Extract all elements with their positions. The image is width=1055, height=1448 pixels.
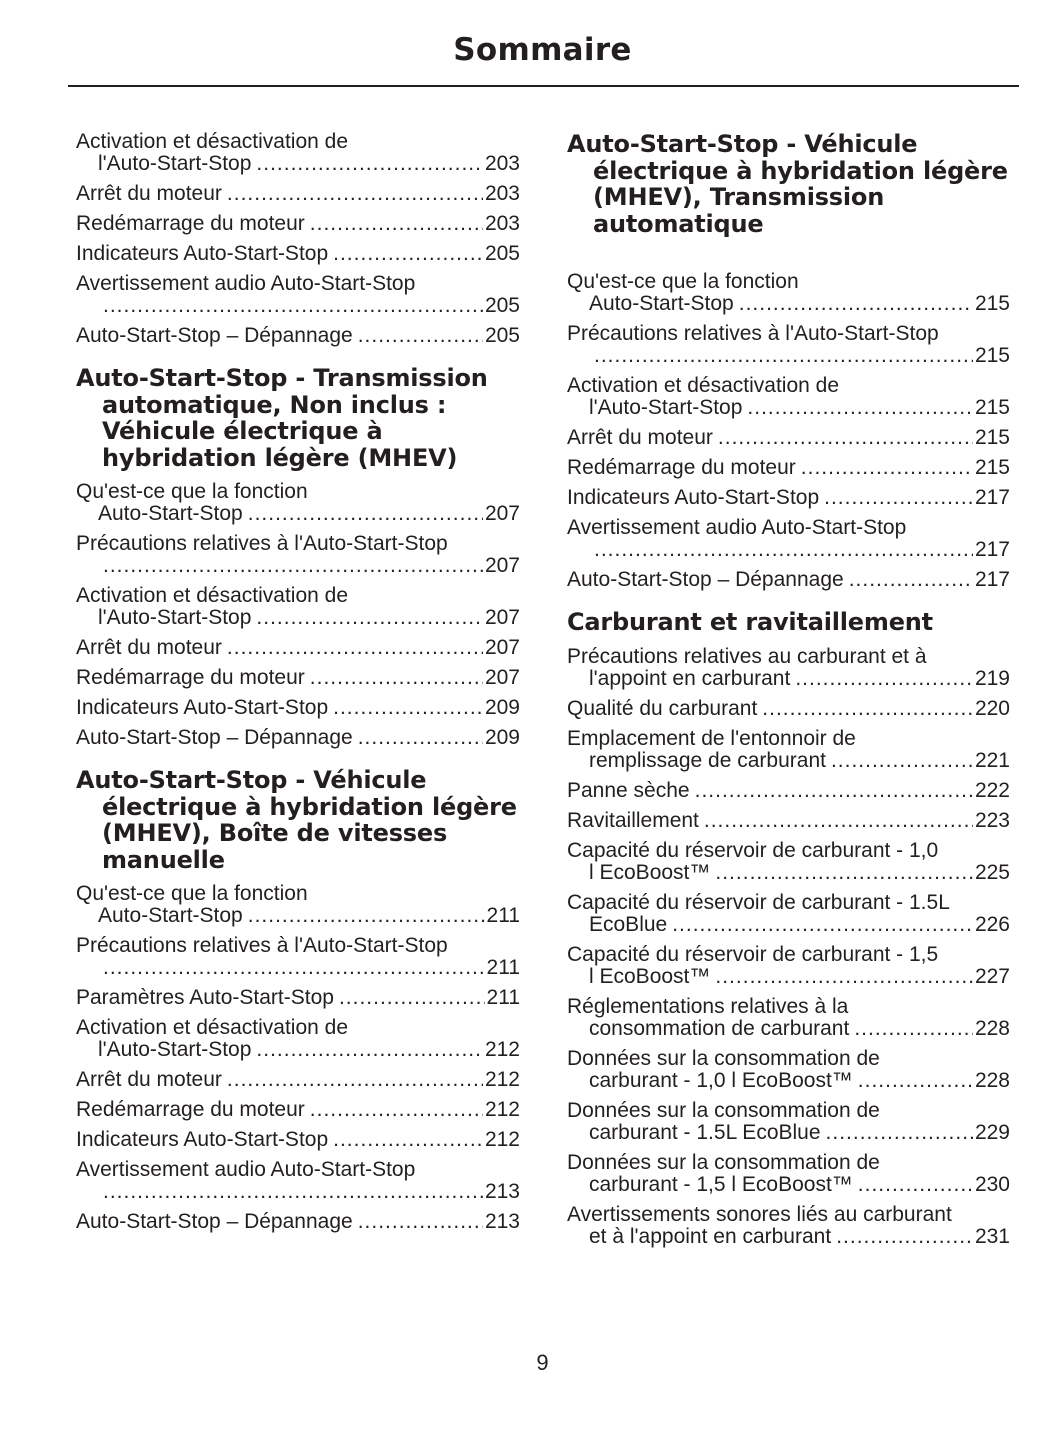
- toc-entry-text: Auto-Start-Stop: [98, 904, 243, 927]
- toc-entry-text: Redémarrage du moteur: [76, 666, 305, 689]
- page-ref: 228: [974, 1016, 1010, 1040]
- toc-entry-line: [76, 905, 520, 927]
- toc-entry-line: [567, 539, 1010, 561]
- page-ref: 213: [484, 1210, 520, 1233]
- dot-leader: [103, 555, 483, 577]
- toc-entry[interactable]: [567, 810, 1010, 832]
- toc-entry-text: Qualité du carburant: [567, 696, 758, 720]
- dot-leader: [739, 293, 973, 315]
- toc-entry[interactable]: [76, 1211, 520, 1233]
- toc-entry-line: [76, 183, 520, 205]
- toc-entry-title: Précautions relatives à l'Auto-Start-Stop: [567, 323, 939, 345]
- toc-group: [567, 646, 1010, 1248]
- toc-group: [76, 131, 520, 347]
- toc-entry[interactable]: [567, 569, 1010, 591]
- toc-entry[interactable]: [76, 1129, 520, 1151]
- toc-entry-title: Avertissement audio Auto-Start-Stop: [76, 1159, 416, 1181]
- toc-entry[interactable]: [567, 271, 1010, 315]
- page-title: Sommaire: [453, 32, 632, 68]
- toc-left-column: [76, 131, 520, 1241]
- dot-leader: [836, 1226, 973, 1248]
- dot-leader: [672, 914, 973, 936]
- toc-entry-line: [76, 697, 520, 719]
- toc-entry-title: Activation et désactivation de: [567, 375, 839, 397]
- toc-entry[interactable]: [76, 727, 520, 749]
- section-heading[interactable]: Auto-Start-Stop - Véhicule électrique à hybridation légère (MHEV), Transmission automatique: [567, 130, 1008, 238]
- page-ref: 227: [974, 964, 1010, 988]
- toc-entry-line: [76, 1039, 520, 1061]
- dot-leader: [858, 1174, 973, 1196]
- toc-entry[interactable]: [76, 1159, 520, 1203]
- dot-leader: [256, 607, 483, 629]
- page-ref: 203: [484, 182, 520, 205]
- toc-entry-title: Activation et désactivation de: [76, 1017, 348, 1039]
- page-ref: 211: [486, 986, 520, 1009]
- toc-entry[interactable]: [567, 840, 1010, 884]
- toc-entry-line: [567, 345, 1010, 367]
- dot-leader: [824, 487, 973, 509]
- dot-leader: [248, 905, 485, 927]
- toc-entry-line: [76, 1181, 520, 1203]
- toc-entry-title: Qu'est-ce que la fonction: [567, 271, 799, 293]
- toc-entry-text: l EcoBoost™: [589, 964, 711, 988]
- dot-leader: [103, 957, 485, 979]
- dot-leader: [594, 345, 973, 367]
- toc-entry-text: Indicateurs Auto-Start-Stop: [76, 242, 329, 265]
- toc-entry-title: Avertissement audio Auto-Start-Stop: [76, 273, 416, 295]
- toc-entry-text: Redémarrage du moteur: [76, 212, 305, 235]
- dot-leader: [256, 1039, 483, 1061]
- toc-entry-title: Capacité du réservoir de carburant - 1,0: [567, 839, 939, 862]
- toc-entry-title: Précautions relatives à l'Auto-Start-Stop: [76, 533, 448, 555]
- dot-leader: [227, 1069, 483, 1091]
- toc-entry-line: [567, 1018, 1010, 1040]
- page-ref: 207: [484, 636, 520, 659]
- page-ref: 212: [484, 1038, 520, 1061]
- toc-entry-line: [567, 427, 1010, 449]
- toc-entry-text: carburant - 1.5L EcoBlue: [589, 1120, 821, 1144]
- page-ref: 205: [484, 324, 520, 347]
- toc-entry-line: [76, 1069, 520, 1091]
- dot-leader: [310, 1099, 483, 1121]
- page-ref: 212: [484, 1128, 520, 1151]
- toc-entry[interactable]: [567, 944, 1010, 988]
- page-ref: 207: [484, 666, 520, 689]
- dot-leader: [801, 457, 973, 479]
- page-ref: 217: [974, 568, 1010, 591]
- page-ref: 226: [974, 912, 1010, 936]
- toc-entry-text: Redémarrage du moteur: [567, 456, 796, 479]
- section-heading[interactable]: Carburant et ravitaillement: [567, 608, 933, 636]
- section-heading[interactable]: Auto-Start-Stop - Véhicule électrique à hybridation légère (MHEV), Boîte de vitesses manuelle: [76, 766, 517, 874]
- toc-entry-text: Arrêt du moteur: [76, 1068, 222, 1091]
- toc-entry-text: et à l'appoint en carburant: [589, 1224, 832, 1248]
- toc-entry-title: Qu'est-ce que la fonction: [76, 883, 308, 905]
- page-ref: 215: [974, 426, 1010, 449]
- toc-entry-text: Arrêt du moteur: [76, 182, 222, 205]
- page-ref: 231: [974, 1224, 1010, 1248]
- dot-leader: [762, 698, 973, 720]
- toc-entry-line: [567, 750, 1010, 772]
- toc-entry[interactable]: [567, 457, 1010, 479]
- toc-entry-line: [567, 966, 1010, 988]
- toc-entry-line: [76, 1211, 520, 1233]
- dot-leader: [333, 243, 483, 265]
- toc-entry-text: Auto-Start-Stop – Dépannage: [76, 726, 353, 749]
- toc-entry-title: Données sur la consommation de: [567, 1099, 880, 1122]
- page-ref: 209: [484, 696, 520, 719]
- toc-entry-text: l'Auto-Start-Stop: [98, 152, 252, 175]
- dot-leader: [339, 987, 485, 1009]
- toc-entry-text: l'Auto-Start-Stop: [589, 396, 743, 419]
- toc-entry[interactable]: [76, 697, 520, 719]
- page-ref: 211: [486, 904, 520, 927]
- toc-entry-line: [76, 503, 520, 525]
- dot-leader: [358, 325, 483, 347]
- toc-entry-title: Précautions relatives au carburant et à: [567, 645, 927, 668]
- toc-entry-title: Qu'est-ce que la fonction: [76, 481, 308, 503]
- toc-entry[interactable]: [76, 637, 520, 659]
- toc-entry-line: [567, 293, 1010, 315]
- page-ref: 203: [484, 152, 520, 175]
- toc-entry-text: Arrêt du moteur: [76, 636, 222, 659]
- toc-entry[interactable]: [76, 243, 520, 265]
- page-ref: 203: [484, 212, 520, 235]
- dot-leader: [718, 427, 973, 449]
- dot-leader: [849, 569, 973, 591]
- page-ref: 223: [974, 808, 1010, 832]
- dot-leader: [704, 810, 973, 832]
- page-ref: 215: [974, 456, 1010, 479]
- page-ref: 220: [974, 696, 1010, 720]
- toc-entry-text: Auto-Start-Stop – Dépannage: [567, 568, 844, 591]
- dot-leader: [227, 183, 483, 205]
- toc-entry-title: Capacité du réservoir de carburant - 1.5L: [567, 891, 950, 914]
- toc-entry-line: [567, 862, 1010, 884]
- toc-entry-line: [567, 457, 1010, 479]
- toc-entry[interactable]: [76, 481, 520, 525]
- toc-entry-line: [567, 397, 1010, 419]
- toc-entry[interactable]: [76, 1017, 520, 1061]
- toc-group: [76, 883, 520, 1233]
- toc-entry[interactable]: [76, 131, 520, 175]
- toc-entry[interactable]: [76, 883, 520, 927]
- page-ref: 219: [974, 666, 1010, 690]
- toc-entry-text: consommation de carburant: [589, 1016, 850, 1040]
- toc-entry[interactable]: [567, 1204, 1010, 1248]
- toc-entry-title: Réglementations relatives à la: [567, 995, 849, 1018]
- toc-entry[interactable]: [567, 323, 1010, 367]
- toc-entry[interactable]: [567, 1100, 1010, 1144]
- dot-leader: [227, 637, 483, 659]
- dot-leader: [695, 780, 973, 802]
- dot-leader: [795, 668, 973, 690]
- page-ref: 212: [484, 1098, 520, 1121]
- toc-entry-text: remplissage de carburant: [589, 748, 826, 772]
- toc-entry[interactable]: [76, 585, 520, 629]
- dot-leader: [310, 213, 483, 235]
- toc-entry-text: Redémarrage du moteur: [76, 1098, 305, 1121]
- toc-entry-line: [76, 957, 520, 979]
- toc-entry-title: Données sur la consommation de: [567, 1047, 880, 1070]
- dot-leader: [826, 1122, 973, 1144]
- toc-entry-text: Arrêt du moteur: [567, 426, 713, 449]
- toc-entry-text: carburant - 1,0 l EcoBoost™: [589, 1068, 853, 1092]
- toc-entry-title: Activation et désactivation de: [76, 585, 348, 607]
- toc-entry-title: Activation et désactivation de: [76, 131, 348, 153]
- toc-entry-title: Avertissement audio Auto-Start-Stop: [567, 517, 907, 539]
- toc-entry-text: Auto-Start-Stop – Dépannage: [76, 324, 353, 347]
- page-ref: 209: [484, 726, 520, 749]
- dot-leader: [333, 697, 483, 719]
- dot-leader: [333, 1129, 483, 1151]
- title-divider: [68, 85, 1019, 87]
- toc-entry-text: Paramètres Auto-Start-Stop: [76, 986, 334, 1009]
- toc-entry[interactable]: [76, 1069, 520, 1091]
- page-ref: 213: [484, 1180, 520, 1203]
- toc-entry[interactable]: [567, 427, 1010, 449]
- toc-entry[interactable]: [567, 728, 1010, 772]
- toc-entry-line: [567, 914, 1010, 936]
- toc-entry-title: Avertissements sonores liés au carburant: [567, 1203, 952, 1226]
- page-ref: 211: [486, 956, 520, 979]
- page-ref: 212: [484, 1068, 520, 1091]
- toc-entry-text: Auto-Start-Stop: [98, 502, 243, 525]
- dot-leader: [854, 1018, 973, 1040]
- toc-entry-text: Indicateurs Auto-Start-Stop: [76, 1128, 329, 1151]
- toc-entry[interactable]: [567, 698, 1010, 720]
- toc-entry-title: Données sur la consommation de: [567, 1151, 880, 1174]
- toc-entry[interactable]: [76, 213, 520, 235]
- toc-entry-text: EcoBlue: [589, 912, 668, 936]
- dot-leader: [858, 1070, 973, 1092]
- dot-leader: [594, 539, 973, 561]
- toc-entry-text: Auto-Start-Stop: [589, 292, 734, 315]
- toc-entry-line: [567, 1226, 1010, 1248]
- dot-leader: [256, 153, 483, 175]
- toc-entry-text: carburant - 1,5 l EcoBoost™: [589, 1172, 853, 1196]
- toc-entry-line: [567, 698, 1010, 720]
- toc-entry-line: [76, 637, 520, 659]
- toc-entry[interactable]: [567, 517, 1010, 561]
- toc-entry-line: [76, 1129, 520, 1151]
- toc-entry-line: [76, 727, 520, 749]
- toc-entry-line: [567, 668, 1010, 690]
- toc-entry-text: Indicateurs Auto-Start-Stop: [567, 486, 820, 509]
- toc-entry[interactable]: [76, 667, 520, 689]
- toc-entry-line: [76, 1099, 520, 1121]
- toc-entry-line: [76, 555, 520, 577]
- dot-leader: [831, 750, 973, 772]
- dot-leader: [358, 1211, 483, 1233]
- toc-entry-title: Emplacement de l'entonnoir de: [567, 727, 856, 750]
- toc-entry-line: [76, 987, 520, 1009]
- page-ref: 217: [974, 538, 1010, 561]
- dot-leader: [248, 503, 483, 525]
- toc-entry-title: Capacité du réservoir de carburant - 1,5: [567, 943, 939, 966]
- toc-entry-text: l'Auto-Start-Stop: [98, 1038, 252, 1061]
- page-ref: 221: [974, 748, 1010, 772]
- toc-entry[interactable]: [76, 325, 520, 347]
- toc-entry-text: Ravitaillement: [567, 808, 699, 832]
- page-ref: 230: [974, 1172, 1010, 1196]
- toc-entry[interactable]: [76, 987, 520, 1009]
- dot-leader: [103, 295, 483, 317]
- page-ref: 205: [484, 242, 520, 265]
- toc-entry[interactable]: [567, 487, 1010, 509]
- page-ref: 225: [974, 860, 1010, 884]
- toc-entry[interactable]: [567, 1152, 1010, 1196]
- toc-entry-line: [567, 1174, 1010, 1196]
- toc-entry-text: Panne sèche: [567, 778, 690, 802]
- dot-leader: [358, 727, 483, 749]
- page-ref: 217: [974, 486, 1010, 509]
- toc-entry[interactable]: [76, 273, 520, 317]
- toc-entry-text: Indicateurs Auto-Start-Stop: [76, 696, 329, 719]
- toc-entry[interactable]: [76, 935, 520, 979]
- toc-entry-line: [567, 1122, 1010, 1144]
- toc-entry[interactable]: [76, 533, 520, 577]
- page-ref: 215: [974, 344, 1010, 367]
- toc-entry[interactable]: [76, 183, 520, 205]
- toc-group: [76, 481, 520, 749]
- dot-leader: [747, 397, 973, 419]
- toc-entry-line: [76, 295, 520, 317]
- toc-entry-line: [567, 487, 1010, 509]
- section-heading[interactable]: Auto-Start-Stop - Transmission automatique, Non inclus : Véhicule électrique à hybridation légère (MHEV): [76, 364, 488, 472]
- page-ref: 207: [484, 606, 520, 629]
- toc-entry[interactable]: [567, 1048, 1010, 1092]
- toc-entry[interactable]: [76, 1099, 520, 1121]
- toc-entry[interactable]: [567, 646, 1010, 690]
- page-ref: 229: [974, 1120, 1010, 1144]
- page-ref: 207: [484, 554, 520, 577]
- page-number: 9: [536, 1350, 549, 1375]
- dot-leader: [310, 667, 483, 689]
- toc-entry[interactable]: [567, 892, 1010, 936]
- toc-entry[interactable]: [567, 780, 1010, 802]
- toc-entry-line: [76, 607, 520, 629]
- toc-right-column: [567, 131, 1010, 1256]
- toc-entry[interactable]: [567, 996, 1010, 1040]
- toc-entry-text: Auto-Start-Stop – Dépannage: [76, 1210, 353, 1233]
- toc-entry-line: [567, 810, 1010, 832]
- page-ref: 228: [974, 1068, 1010, 1092]
- toc-entry[interactable]: [567, 375, 1010, 419]
- toc-entry-text: l'Auto-Start-Stop: [98, 606, 252, 629]
- toc-entry-text: l'appoint en carburant: [589, 666, 791, 690]
- toc-entry-line: [76, 325, 520, 347]
- dot-leader: [715, 966, 973, 988]
- toc-entry-line: [567, 780, 1010, 802]
- toc-entry-line: [76, 153, 520, 175]
- page-ref: 222: [974, 778, 1010, 802]
- toc-entry-line: [76, 213, 520, 235]
- toc-group: [567, 271, 1010, 591]
- page-ref: 215: [974, 292, 1010, 315]
- dot-leader: [715, 862, 973, 884]
- page-ref: 215: [974, 396, 1010, 419]
- toc-entry-line: [76, 243, 520, 265]
- page-ref: 207: [484, 502, 520, 525]
- toc-entry-title: Précautions relatives à l'Auto-Start-Stop: [76, 935, 448, 957]
- dot-leader: [103, 1181, 483, 1203]
- toc-entry-line: [567, 1070, 1010, 1092]
- toc-entry-text: l EcoBoost™: [589, 860, 711, 884]
- page-ref: 205: [484, 294, 520, 317]
- toc-entry-line: [567, 569, 1010, 591]
- toc-entry-line: [76, 667, 520, 689]
